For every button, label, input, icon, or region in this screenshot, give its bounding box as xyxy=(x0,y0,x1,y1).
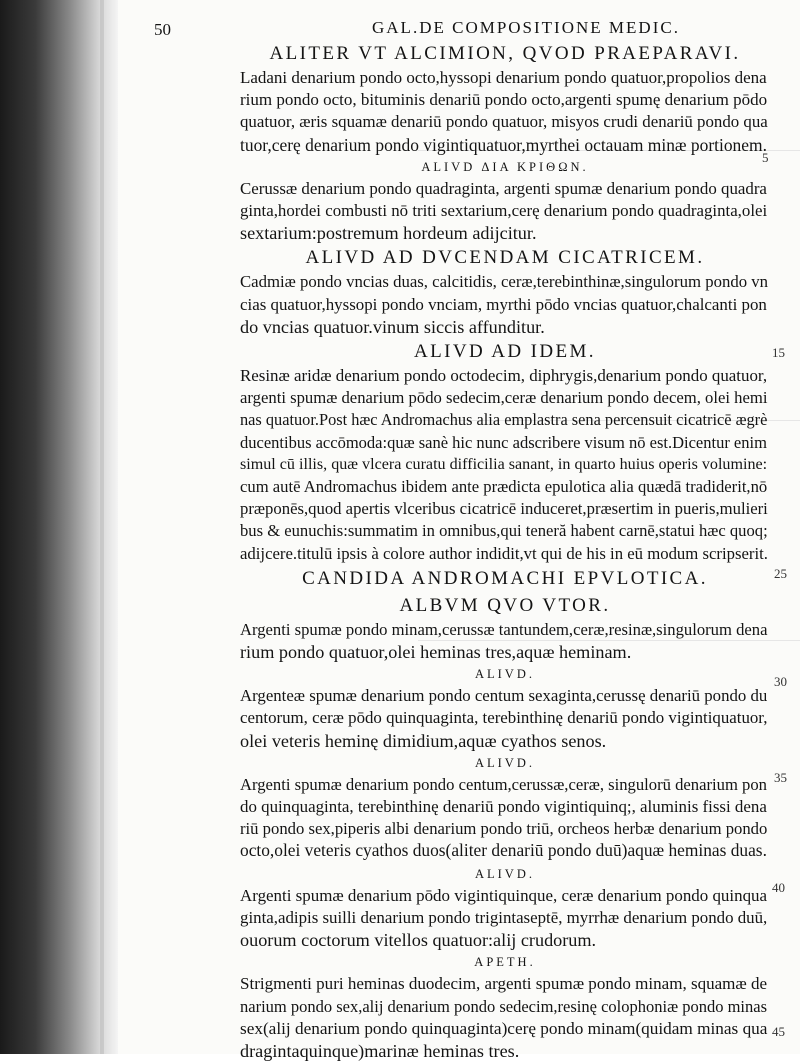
section-heading: CANDIDA ANDROMACHI EPVLOTICA. xyxy=(302,567,708,589)
recipe-paragraph xyxy=(240,774,770,863)
text-line: sex(alij denarium pondo quinquaginta)cerę pondo minam(quidam minas qua xyxy=(240,1018,768,1038)
recipe-paragraph xyxy=(240,178,770,245)
text-line: narium pondo sex,alij denarium pondo sedecim,resinę colophoniæ pondo minas xyxy=(240,996,767,1016)
page-text xyxy=(240,40,770,1062)
text-line: Cerussæ denarium pondo quadraginta, argenti spumæ denarium pondo quadra xyxy=(240,178,767,198)
section-subheading: ALIVD. xyxy=(474,866,535,881)
text-line: adijcere.titulū ipsis à colore author indidit,vt qui de his in eū modum scripserit. xyxy=(240,543,768,563)
section-heading: ALITER VT ALCIMION, QVOD PRAEPARAVI. xyxy=(269,43,741,64)
section-subheading: ALIVD. xyxy=(474,755,535,770)
recipe-paragraph xyxy=(240,67,770,156)
text-line: Strigmenti puri heminas duodecim, argenti spumæ pondo minam, squamæ de xyxy=(240,974,768,994)
text-line: sextarium:postremum hordeum adijcitur. xyxy=(240,223,537,244)
section-heading: ALBVM QVO VTOR. xyxy=(399,594,611,616)
page-header xyxy=(154,6,698,39)
text-line: ginta,hordei combusti nō triti sextarium,cerę denarium pondo quadraginta,olei xyxy=(240,201,768,221)
margin-line-number: 5 xyxy=(762,150,769,165)
margin-line-number: 25 xyxy=(774,566,787,581)
text-line: cum autē Andromachus ibidem ante prædicta epulotica alia quædā tradiderit,nō xyxy=(240,477,768,497)
recipe-paragraph xyxy=(240,271,770,338)
text-flow xyxy=(240,40,770,1062)
text-line: Ladani denarium pondo octo,hyssopi denarium pondo quatuor,propolios dena xyxy=(240,68,767,87)
section-subheading: ALIVD. xyxy=(474,667,535,682)
text-line: Argenteæ spumæ denarium pondo centum sexaginta,cerussę denariū pondo du xyxy=(240,686,768,706)
text-line: do quinquaginta, terebinthinę denariū pondo vigintiquinq;, aluminis fissi dena xyxy=(240,797,767,817)
text-line: Argenti spumæ denarium pondo centum,cerussæ,ceræ, singulorū denarium pon xyxy=(240,774,767,794)
margin-line-number: 15 xyxy=(772,345,785,360)
margin-line-number: 35 xyxy=(774,770,787,785)
text-line: ginta,adipis suilli denarium pondo trigintaseptē, myrrhæ denarium pondo duū, xyxy=(240,907,768,927)
text-line: Argenti spumæ denarium pōdo vigintiquinque, ceræ denarium pondo quinqua xyxy=(240,885,768,905)
text-line: riū pondo sex,piperis albi denarium pondo triū, orcheos herbæ denarium pondo xyxy=(240,819,768,839)
margin-line-number: 30 xyxy=(774,674,787,689)
text-line: ducentibus accōmoda:quæ sanè hic nunc adscribere visum nō est.Dicentur enim xyxy=(240,432,767,452)
text-line: quatuor, æris squamæ denariū pondo quatuor, misyos crudi denariū pondo qua xyxy=(240,112,768,132)
text-line: Resinæ aridæ denarium pondo octodecim, diphrygis,denarium pondo quatuor, xyxy=(240,366,768,386)
text-line: octo,olei veteris cyathos duos(aliter denariū pondo duū)aquæ heminas duas. xyxy=(240,841,767,861)
text-line: simul cū illis, quæ vlcera curatu difficilia sanant, in quarto huius operis volumine: xyxy=(240,455,768,473)
recipe-paragraph xyxy=(240,619,770,663)
text-line: Cadmiæ pondo vncias duas, calcitidis, ceræ,terebinthinæ,singulorum pondo vn xyxy=(240,272,769,292)
text-line: nas quatuor.Post hæc Andromachus alia emplastra sena percensuit cicatricē ægrè xyxy=(240,410,768,430)
text-line: dragintaquinque)marinæ heminas tres. xyxy=(240,1040,520,1061)
recipe-paragraph xyxy=(240,685,770,752)
text-line: Argenti spumæ pondo minam,cerussæ tantundem,ceræ,resinæ,singulorum dena xyxy=(240,619,768,639)
running-title: GAL.DE COMPOSITIONE MEDIC. xyxy=(372,18,680,37)
section-heading: ALIVD AD IDEM. xyxy=(414,341,596,363)
text-line: bus & eunuchis:summatim in omnibus,qui teneră habent carnē,statui hæc quoq; xyxy=(240,521,768,541)
recipe-paragraph xyxy=(240,885,770,952)
section-subheading: ALIVD ΔΙΑ ΚΡΙΘΩΝ. xyxy=(421,159,589,174)
text-line: rium pondo octo, bituminis denariū pondo octo,argenti spumę denarium pōdo xyxy=(240,90,768,110)
page-number: 50 xyxy=(154,20,171,39)
text-line: cias quatuor,hyssopi pondo vnciam, myrthi pōdo vncias quatuor,chalcanti pon xyxy=(240,294,767,314)
section-subheading: APETH. xyxy=(474,955,536,970)
text-line: præponēs,quod apertis vlceribus cicatricē induceret,præsertim in pueris,mulieri xyxy=(240,499,768,519)
text-line: tuor,cerę denarium pondo vigintiquatuor,myrthei octauam minæ portionem. xyxy=(240,134,767,155)
recipe-paragraph xyxy=(240,365,770,565)
text-line: olei veteris heminę dimidium,aquæ cyathos senos. xyxy=(240,730,607,751)
margin-line-number: 40 xyxy=(772,880,785,895)
text-line: argenti spumæ denarium pōdo sedecim,ceræ denarium pondo decem, olei hemi xyxy=(240,388,768,408)
text-line: rium pondo quatuor,olei heminas tres,aquæ heminam. xyxy=(240,642,632,663)
text-line: do vncias quatuor.vinum siccis affunditur. xyxy=(240,316,545,337)
section-heading: ALIVD AD DVCENDAM CICATRICEM. xyxy=(305,247,705,269)
margin-line-number: 45 xyxy=(772,1024,785,1039)
recipe-paragraph xyxy=(240,973,770,1062)
text-line: ouorum coctorum vitellos quatuor:alij crudorum. xyxy=(240,930,597,951)
text-line: centorum, ceræ pōdo quinquaginta, terebinthinę denariū pondo vigintiquatuor, xyxy=(240,708,768,728)
gutter-edge xyxy=(100,0,104,1054)
